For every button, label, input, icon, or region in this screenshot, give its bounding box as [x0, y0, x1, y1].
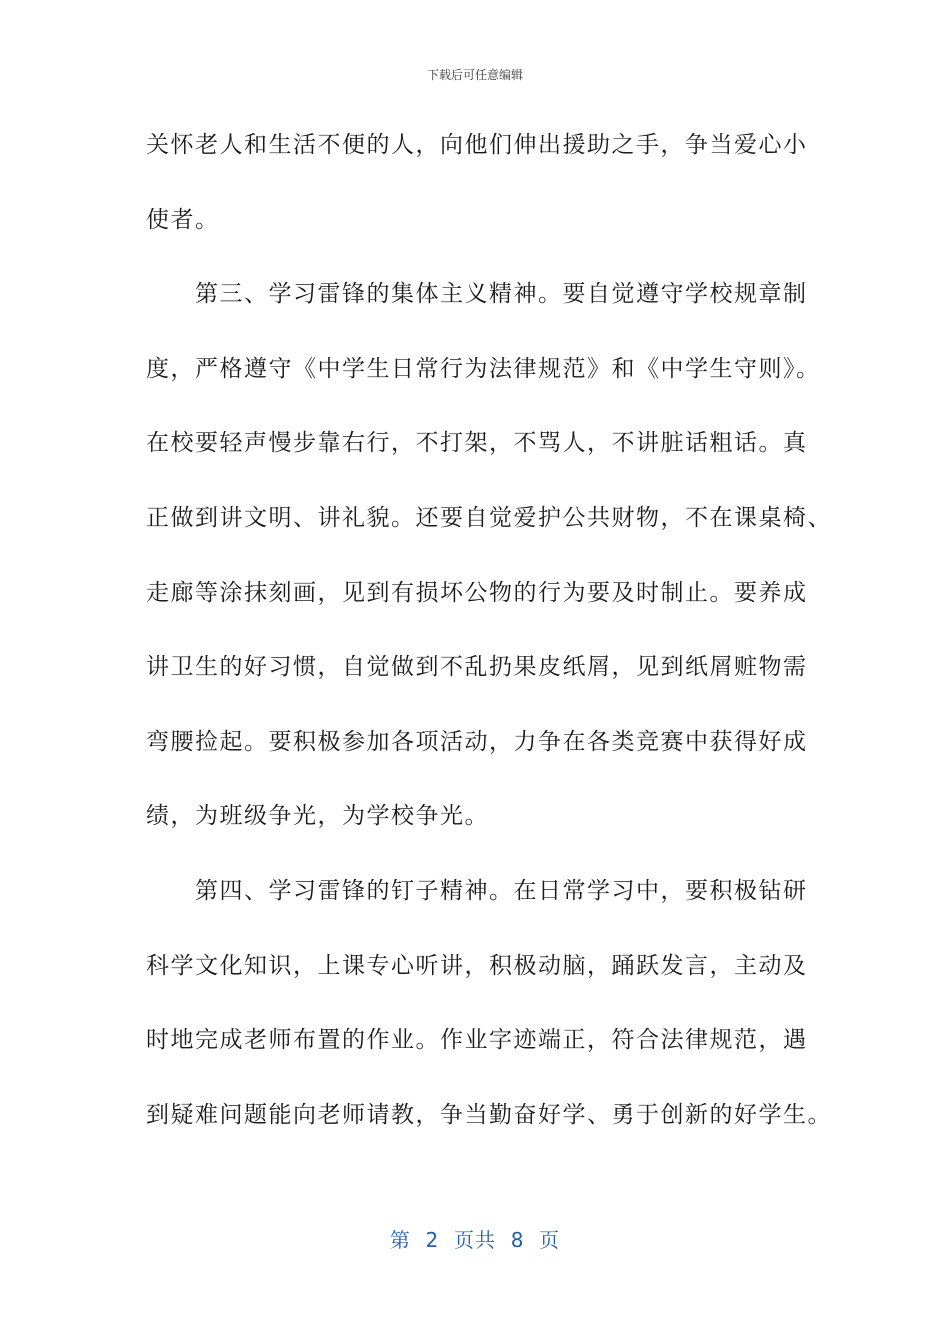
page-number-footer — [0, 1224, 950, 1253]
text-line: 度，严格遵守《中学生日常行为法律规范》和《中学生守则》。 — [146, 355, 821, 382]
text-line: 第四、学习雷锋的钉子精神。在日常学习中，要积极钻研 — [146, 877, 808, 904]
text-line: 使者。 — [146, 206, 220, 233]
text-line: 时地完成老师布置的作业。作业字迹端正，符合法律规范，遇 — [146, 1027, 808, 1054]
text-line: 关怀老人和生活不便的人，向他们伸出援助之手，争当爱心小 — [146, 132, 808, 158]
text-line: 走廊等涂抹刻画，见到有损坏公物的行为要及时制止。要养成 — [146, 579, 808, 606]
document-body — [146, 120, 832, 1164]
text-line: 到疑难问题能向老师请教，争当勤奋好学、勇于创新的好学生。 — [146, 1101, 832, 1128]
text-line: 科学文化知识，上课专心听讲，积极动脑，踊跃发言，主动及 — [146, 952, 808, 979]
text-line: 绩，为班级争光，为学校争光。 — [146, 803, 489, 830]
text-line: 讲卫生的好习惯，自觉做到不乱扔果皮纸屑，见到纸屑赃物需 — [146, 654, 808, 681]
header-note: 下载后可任意编辑 — [426, 68, 523, 82]
text-line: 在校要轻声慢步靠右行，不打架，不骂人，不讲脏话粗话。真 — [146, 430, 808, 457]
text-line: 正做到讲文明、讲礼貌。还要自觉爱护公共财物，不在课桌椅、 — [146, 504, 832, 531]
page-number-label: 第 2 页共 8 页 — [389, 1228, 561, 1252]
text-line: 第三、学习雷锋的集体主义精神。要自觉遵守学校规章制 — [146, 281, 808, 308]
text-line: 弯腰捡起。要积极参加各项活动，力争在各类竞赛中获得好成 — [146, 728, 808, 755]
